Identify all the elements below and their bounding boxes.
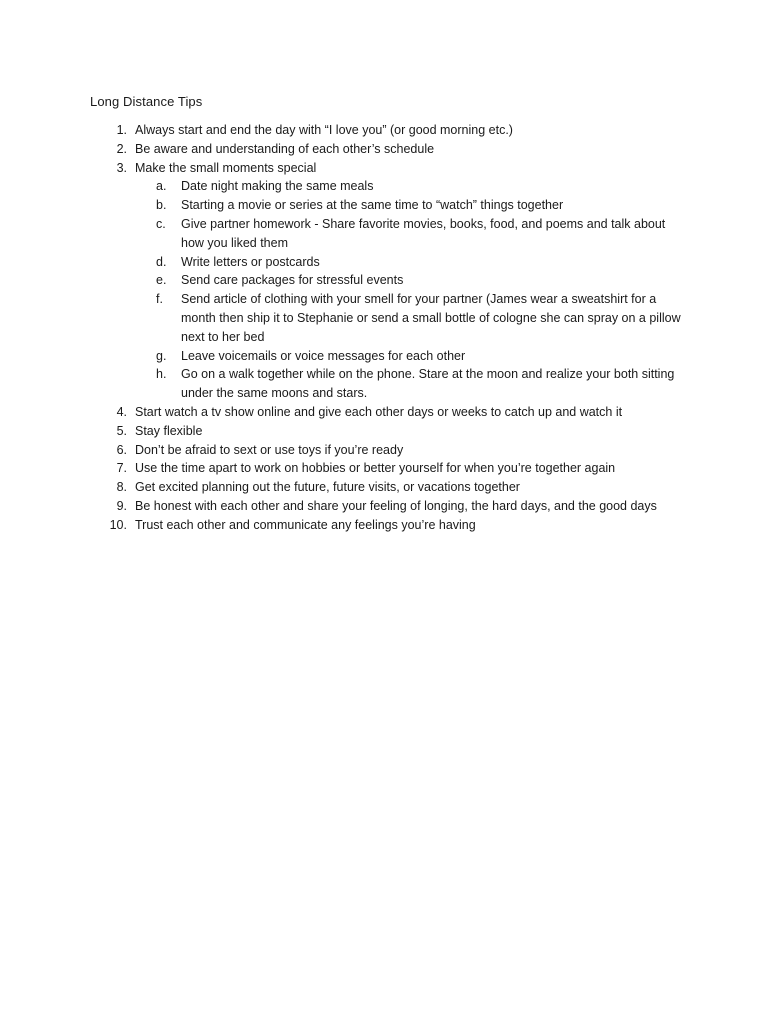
item-text: Be aware and understanding of each other’s schedule (135, 141, 435, 156)
sub-item-text: Write letters or postcards (181, 254, 320, 269)
item-number: 7. (116, 461, 127, 476)
item-text: Make the small moments special (135, 160, 317, 175)
sub-item-letter: e. (156, 273, 167, 288)
item-number: 5. (116, 423, 127, 438)
item-text: Start watch a tv show online and give each other days or weeks to catch up and watch it (135, 404, 623, 419)
list-item (0, 422, 695, 441)
item-number: 9. (116, 498, 127, 513)
sub-item-letter: b. (156, 198, 167, 213)
list-item (0, 121, 695, 140)
list-item (0, 159, 695, 403)
sub-item-letter: a. (156, 179, 167, 194)
sub-item-letter: h. (156, 367, 167, 382)
item-text: Trust each other and communicate any feelings you’re having (135, 517, 476, 532)
item-number: 10. (109, 517, 127, 532)
item-text: Stay flexible (135, 423, 203, 438)
sub-list-item (0, 347, 681, 366)
list-item (0, 441, 695, 460)
item-text: Always start and end the day with “I love you” (or good morning etc.) (135, 123, 513, 137)
sub-list-item (0, 196, 681, 215)
sub-item-letter: d. (156, 254, 167, 269)
item-number: 2. (116, 141, 127, 156)
sub-item-text: Go on a walk together while on the phone. Stare at the moon and realize your both sitting under the same moons and stars. (181, 367, 675, 401)
tips-list (0, 121, 768, 535)
sub-item-text: Starting a movie or series at the same time to “watch” things together (181, 198, 564, 213)
sub-list-item (0, 290, 681, 346)
sub-list (135, 177, 695, 403)
sub-item-letter: c. (156, 216, 166, 231)
sub-item-letter: g. (156, 348, 167, 363)
document-title: Long Distance Tips (90, 94, 203, 109)
list-item (0, 516, 695, 535)
sub-list-item (0, 365, 681, 403)
sub-item-text: Send article of clothing with your smell for your partner (James wear a sweatshirt for a month then ship it to Stephanie or send a small bottle of cologne she can spray on a pillow next to her bed (181, 292, 681, 344)
item-text: Don’t be afraid to sext or use toys if you’re ready (135, 442, 404, 457)
item-number: 6. (116, 442, 127, 457)
item-text: Use the time apart to work on hobbies or better yourself for when you’re together again (135, 461, 616, 476)
sub-list-item (0, 253, 681, 272)
list-item (0, 459, 695, 478)
item-number: 8. (116, 480, 127, 495)
item-number: 4. (116, 404, 127, 419)
sub-item-letter: f. (156, 292, 163, 307)
sub-item-text: Date night making the same meals (181, 179, 374, 194)
sub-item-text: Give partner homework - Share favorite movies, books, food, and poems and talk about how you liked them (181, 216, 666, 250)
list-item (0, 403, 695, 422)
sub-list-item (0, 271, 681, 290)
item-number: 1. (116, 123, 127, 137)
item-text: Get excited planning out the future, future visits, or vacations together (135, 480, 520, 495)
list-item (0, 140, 695, 159)
item-text: Be honest with each other and share your feeling of longing, the hard days, and the good days (135, 498, 657, 513)
sub-item-text: Send care packages for stressful events (181, 273, 404, 288)
sub-list-item (0, 177, 681, 196)
sub-list-item (0, 215, 681, 253)
sub-item-text: Leave voicemails or voice messages for each other (181, 348, 466, 363)
list-item (0, 478, 695, 497)
item-number: 3. (116, 160, 127, 175)
list-item (0, 497, 695, 516)
